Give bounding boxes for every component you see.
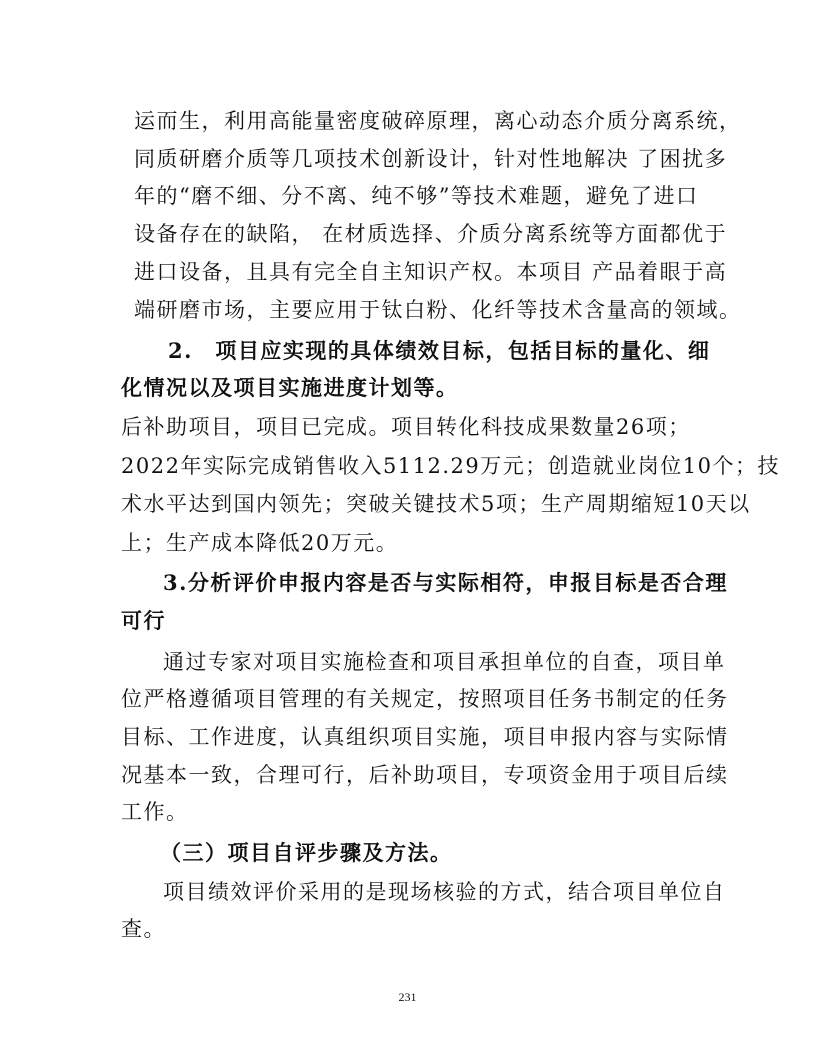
paragraph-line: 后补助项目，项目已完成。项目转化科技成果数量26项； — [121, 415, 691, 439]
paragraph-line: 设备存在的缺陷， 在材质选择、介质分离系统等方面都优于 — [134, 222, 728, 246]
paragraph-line: 术水平达到国内领先；突破关键技术5项；生产周期缩短10天以 — [121, 492, 751, 516]
heading-line: 可行 — [121, 608, 166, 633]
heading-line: 3.分析评价申报内容是否与实际相符，申报目标是否合理 — [163, 570, 728, 595]
paragraph-line: 运而生，利用高能量密度破碎原理，离心动态介质分离系统， — [134, 109, 742, 133]
paragraph-line: 年的“磨不细、分不离、纯不够”等技术难题，避免了进口 — [134, 184, 699, 208]
heading-line: 化情况以及项目实施进度计划等。 — [121, 375, 459, 400]
paragraph-line: 位严格遵循项目管理的有关规定，按照项目任务书制定的任务 — [121, 687, 729, 711]
paragraph-line: 工作。 — [121, 800, 189, 824]
paragraph-line: 端研磨市场，主要应用于钛白粉、化纤等技术含量高的领域。 — [134, 298, 742, 322]
paragraph-line: 项目绩效评价采用的是现场核验的方式，结合项目单位自 — [163, 880, 726, 904]
paragraph-line: 目标、工作进度，认真组织项目实施，项目申报内容与实际情 — [121, 725, 729, 749]
paragraph-line: 查。 — [121, 917, 166, 941]
heading-line: 2. 项目应实现的具体绩效目标，包括目标的量化、细 — [168, 338, 711, 363]
page-number: 231 — [398, 990, 417, 1004]
paragraph-line: 通过专家对项目实施检查和项目承担单位的自查，项目单 — [163, 650, 726, 674]
paragraph-line: 2022年实际完成销售收入5112.29万元；创造就业岗位10个；技 — [121, 454, 781, 478]
paragraph-line: 上；生产成本降低20万元。 — [121, 531, 399, 555]
paragraph-line: 同质研磨介质等几项技术创新设计，针对性地解决 了困扰多 — [134, 147, 728, 171]
paragraph-line: 进口设备，且具有完全自主知识产权。本项目 产品着眼于高 — [134, 260, 728, 284]
section-heading: （三）项目自评步骤及方法。 — [160, 840, 453, 865]
paragraph-line: 况基本一致，合理可行，后补助项目，专项资金用于项目后续 — [121, 763, 729, 787]
